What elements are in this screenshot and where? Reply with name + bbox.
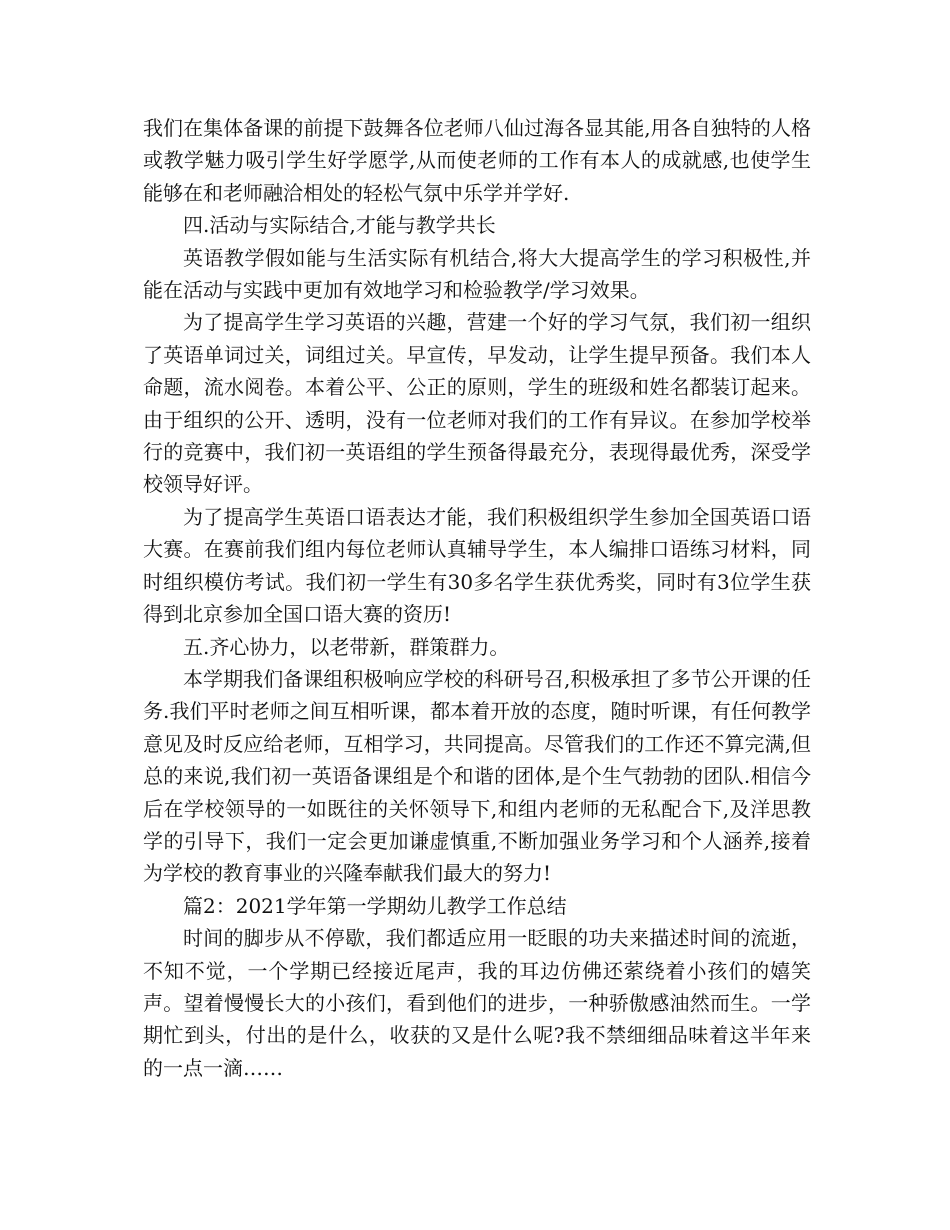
section-heading-four: 四.活动与实际结合,才能与教学共长: [183, 213, 496, 238]
paragraph-vocabulary-competition: 为了提高学生学习英语的兴趣，营建一个好的学习气氛，我们初一组织了英语单词过关，词组过关。早宣传，早发动，让学生提早预备。我们本人命题，流水阅卷。本着公平、公正的原则，学生的班级和姓名都装订起来。由于组织的公开、透明，没有一位老师对我们的工作有异议。在参加学校举行的竞赛中，我们初一英语组的学生预备得最充分，表现得最优秀，深受学校领导好评。: [143, 310, 811, 497]
paragraph-oral-english-contest: 为了提高学生英语口语表达才能，我们积极组织学生参加全国英语口语大赛。在赛前我们组内每位老师认真辅导学生，本人编排口语练习材料，同时组织模仿考试。我们初一学生有30多名学生获优秀奖，同时有3位学生获得到北京参加全国口语大赛的资历!: [143, 504, 811, 627]
paragraph-collective-lesson-prep: 我们在集体备课的前提下鼓舞各位老师八仙过海各显其能,用各自独特的人格或教学魅力吸引学生好学愿学,从而使老师的工作有本人的成就感,也使学生能够在和老师融洽相处的轻松气氛中乐学并学好.: [143, 116, 811, 205]
document-page: [143, 112, 811, 1084]
section-heading-five: 五.齐心协力，以老带新，群策群力。: [183, 634, 510, 659]
paragraph-research-open-classes: 本学期我们备课组积极响应学校的科研号召,积极承担了多节公开课的任务.我们平时老师之间互相听课，都本着开放的态度，随时听课，有任何教学意见及时反应给老师，互相学习，共同提高。尽管我们的工作还不算完满,但总的来说,我们初一英语备课组是个和谐的团体,是个生气勃勃的团队.相信今后在学校领导的一如既往的关怀领导下,和组内老师的无私配合下,及洋思教学的引导下，我们一定会更加谦虚慎重,不断加强业务学习和个人涵养,接着为学校的教育事业的兴隆奉献我们最大的努力!: [143, 666, 811, 886]
paragraph-english-life-integration: 英语教学假如能与生活实际有机结合,将大大提高学生的学习积极性,并能在活动与实践中更加有效地学习和检验教学/学习效果。: [143, 245, 811, 303]
article-heading-part-two: 篇2：2021学年第一学期幼儿教学工作总结: [183, 893, 567, 918]
paragraph-time-flies: 时间的脚步从不停歇，我们都适应用一眨眼的功夫来描述时间的流逝，不知不觉，一个学期已经接近尾声，我的耳边仿佛还萦绕着小孩们的嬉笑声。望着慢慢长大的小孩们，看到他们的进步，一种骄傲感油然而生。一学期忙到头，付出的是什么，收获的又是什么呢?我不禁细细品味着这半年来的一点一滴……: [143, 926, 811, 1080]
